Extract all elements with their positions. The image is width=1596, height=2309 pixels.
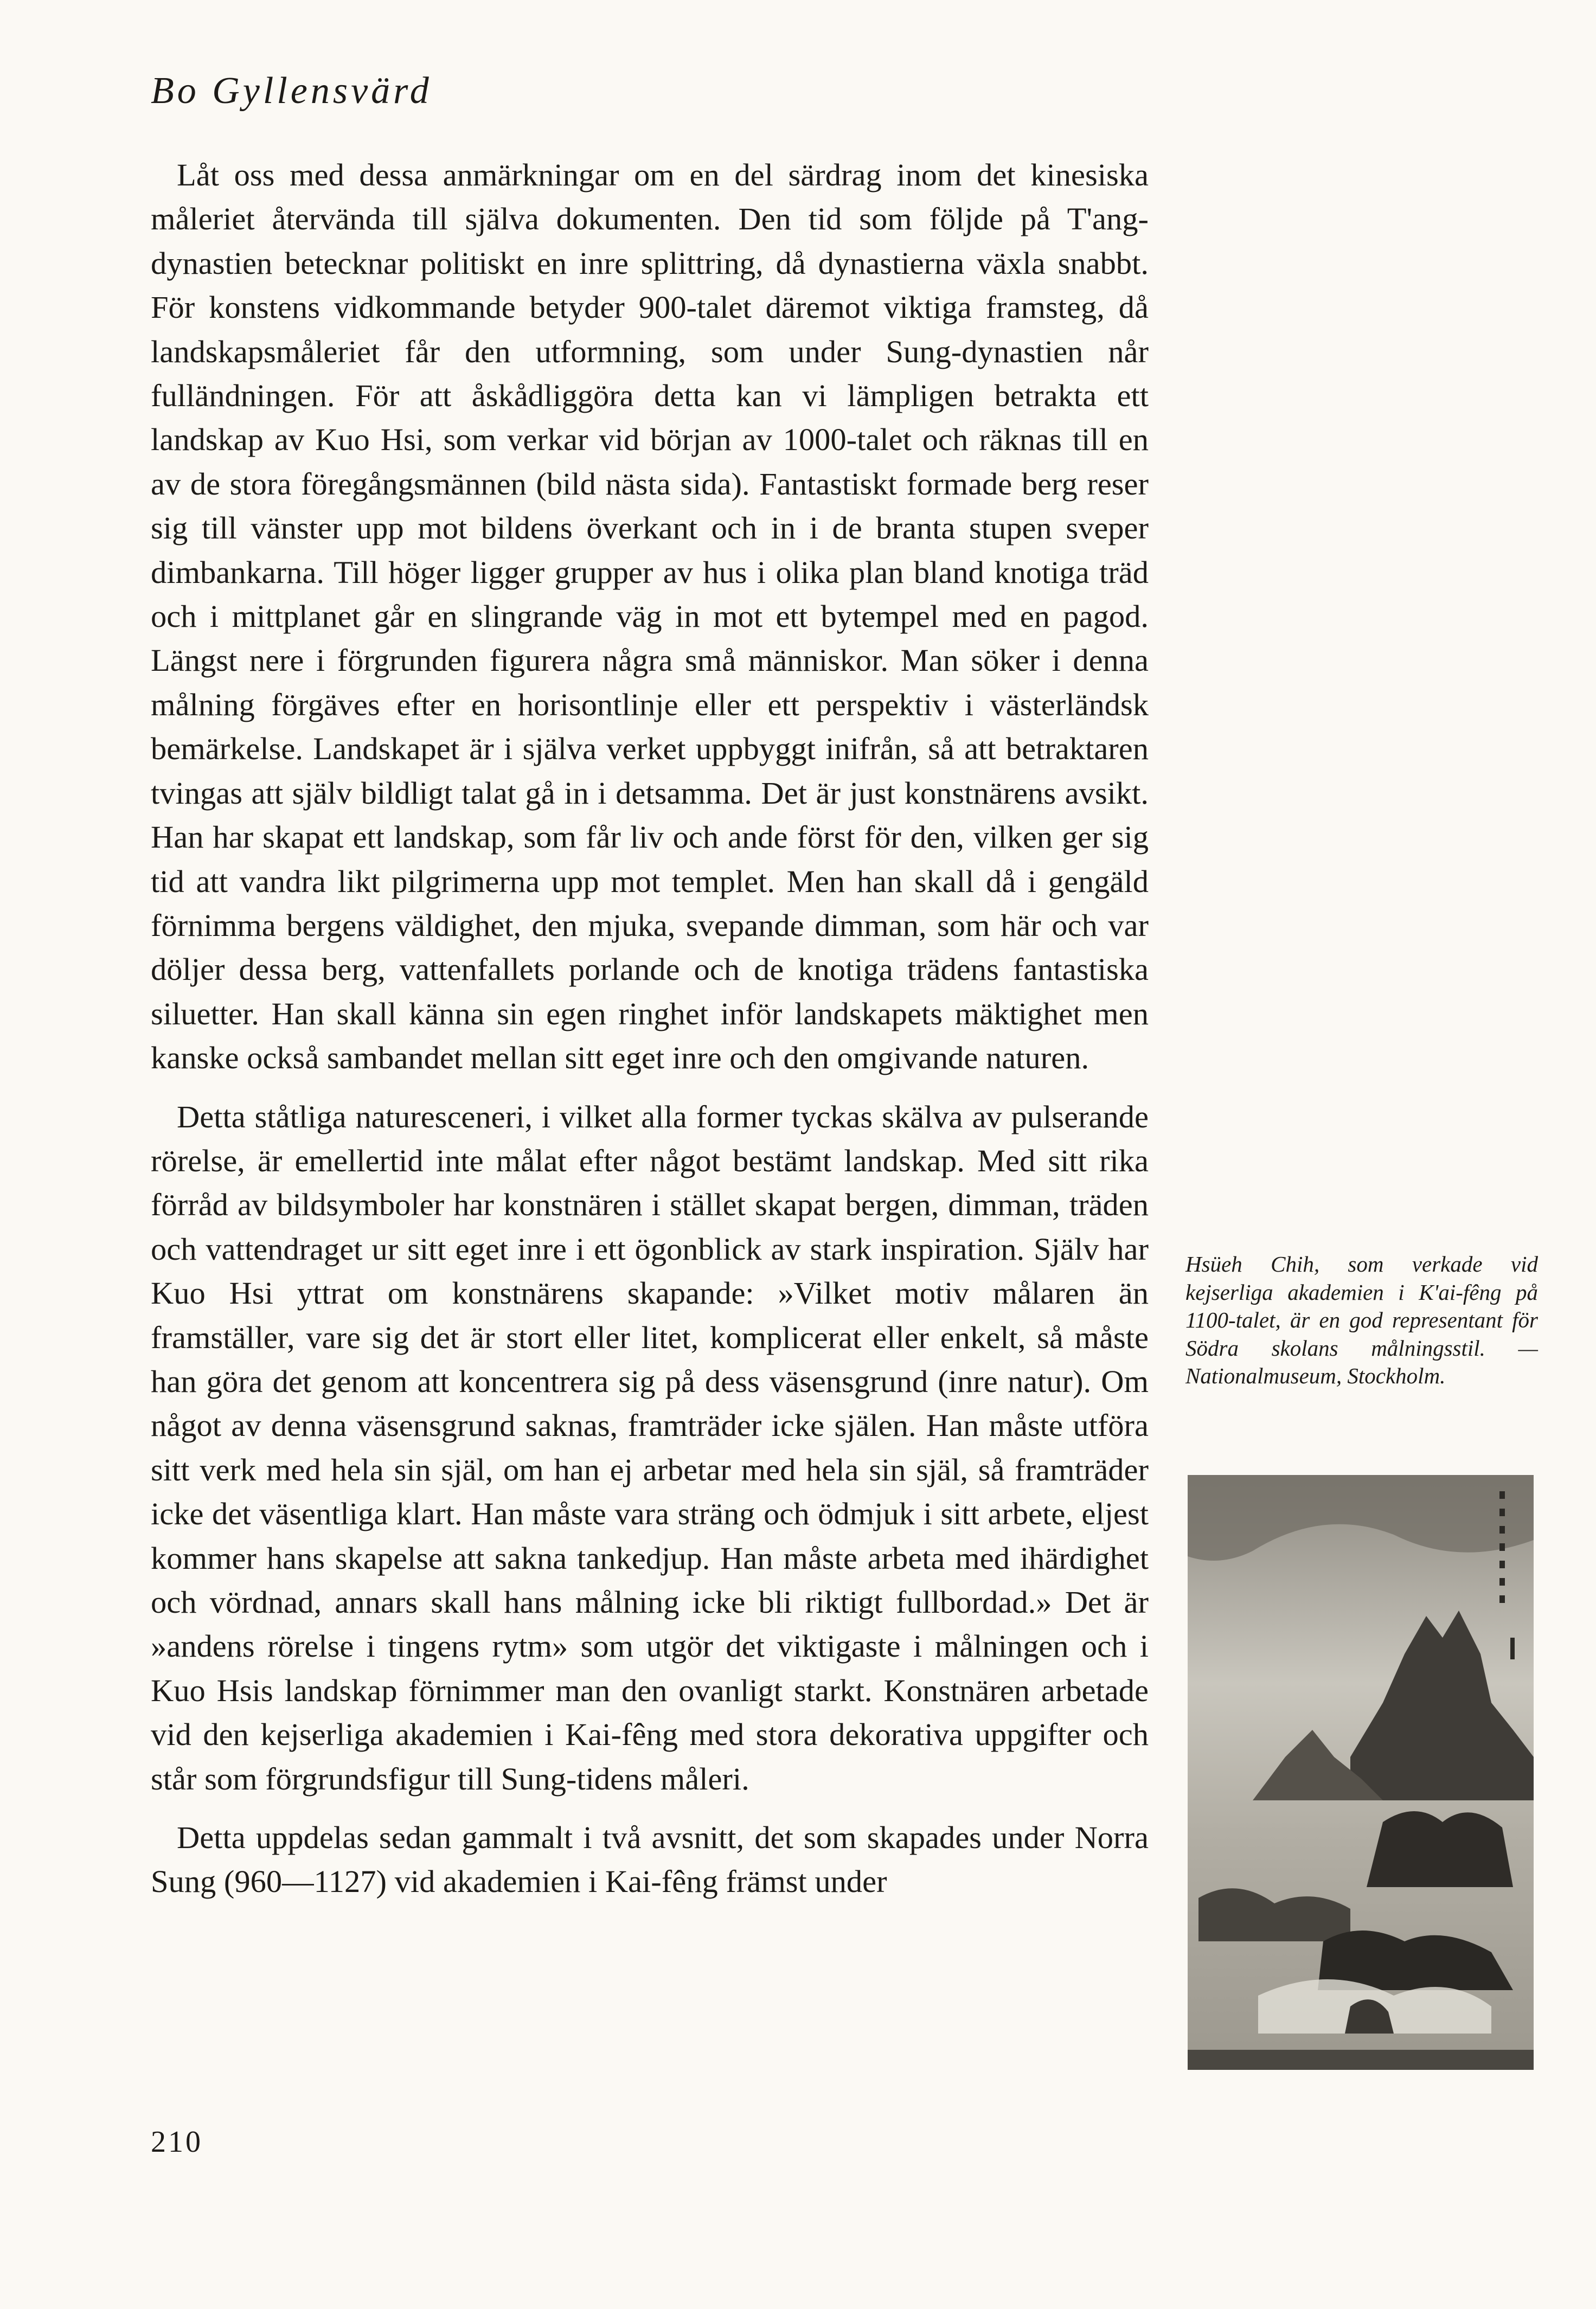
figure-caption: Hsüeh Chih, som verkade vid kejserliga akademien i K'ai-fêng på 1100-talet, är en god representant för Södra skolans målningsstil. — Nationalmuseum, Stockholm.	[1185, 1252, 1538, 1388]
paragraph: Låt oss med dessa anmärkningar om en del särdrag inom det kinesiska måleriet återvända till själva dokumenten. Den tid som följde på T'ang-dynastien betecknar politiskt en inre splittring, då dynastierna växla snabbt. För konstens vidkommande betyder 900-talet däremot viktiga framsteg, då landskapsmåleriet får den utformning, som under Sung-dynastien når fulländningen. För att åskådliggöra detta kan vi lämpligen betrakta ett landskap av Kuo Hsi, som verkar vid början av 1000-talet och räknas till en av de stora föregångsmännen (bild nästa sida). Fantastiskt formade berg reser sig till vänster upp mot bildens överkant och in i de branta stupen sveper dimbankarna. Till höger ligger grupper av hus i olika plan bland knotiga träd och i mittplanet går en slingrande väg in mot ett bytempel med en pagod. Längst nere i förgrunden figurera några små människor. Man söker i denna målning förgäves efter en horisontlinje eller ett perspektiv i västerländsk bemärkelse. Landskapet är i själva verket uppbyggt inifrån, så att betraktaren tvingas att själv bildligt talat gå in i detsamma. Det är just konstnärens avsikt. Han har skapat ett landskap, som får liv och ande först för den, vilken ger sig tid att vandra likt pilgrimerna upp mot templet. Men han skall då i gengäld förnimma bergens väldighet, den mjuka, svepande dimman, som här och var döljer dessa berg, vattenfallets porlande och de knotiga trädens fantastiska siluetter. Han skall känna sin egen ringhet inför landskapets mäktighet men kanske också sambandet mellan sitt eget inre och den omgivande naturen.	[151, 157, 1149, 1076]
running-head-author: Bo Gyllensvärd	[151, 70, 432, 112]
paragraph: Detta ståtliga naturesceneri, i vilket alla former tyckas skälva av pulserande rörelse, är emellertid inte målat efter något bestämt landskap. Med sitt rika förråd av bildsymboler har konstnären i stället skapat bergen, dimman, träden och vattendraget ur sitt eget inre i ett ögonblick av stark inspiration. Själv har Kuo Hsi yttrat om konstnärens skapande: »Vilket motiv målaren än framställer, vare sig det är stort eller litet, komplicerat eller enkelt, så måste han göra det genom att koncentrera sig på dess väsensgrund (inre natur). Om något av denna väsensgrund saknas, framträder icke själen. Han måste utföra sitt verk med hela sin själ, om han ej arbetar med hela sin själ, så framträder icke det väsentliga klart. Han måste vara sträng och ödmjuk i sitt arbete, eljest kommer hans skapelse att sakna tankedjup. Han måste arbeta med ihärdighet och vördnad, annars skall hans målning icke bli riktigt fullbordad.» Det är »andens rörelse i tingens rytm» som utgör det viktigaste i målningen och i Kuo Hsis landskap förnimmer man den ovanligt starkt. Konstnären arbetade vid den kejserliga akademien i Kai-fêng med stora dekorativa uppgifter och står som förgrundsfigur till Sung-tidens måleri.	[151, 1099, 1149, 1797]
painting-illustration	[1188, 1475, 1534, 2070]
page-number: 210	[151, 2125, 203, 2159]
paragraph: Detta uppdelas sedan gammalt i två avsnitt, det som skapades under Norra Sung (960—1127) vid akademien i Kai-fêng främst under	[151, 1820, 1149, 1900]
body-text	[151, 153, 1149, 1919]
landscape-painting-image	[1188, 1475, 1534, 2070]
